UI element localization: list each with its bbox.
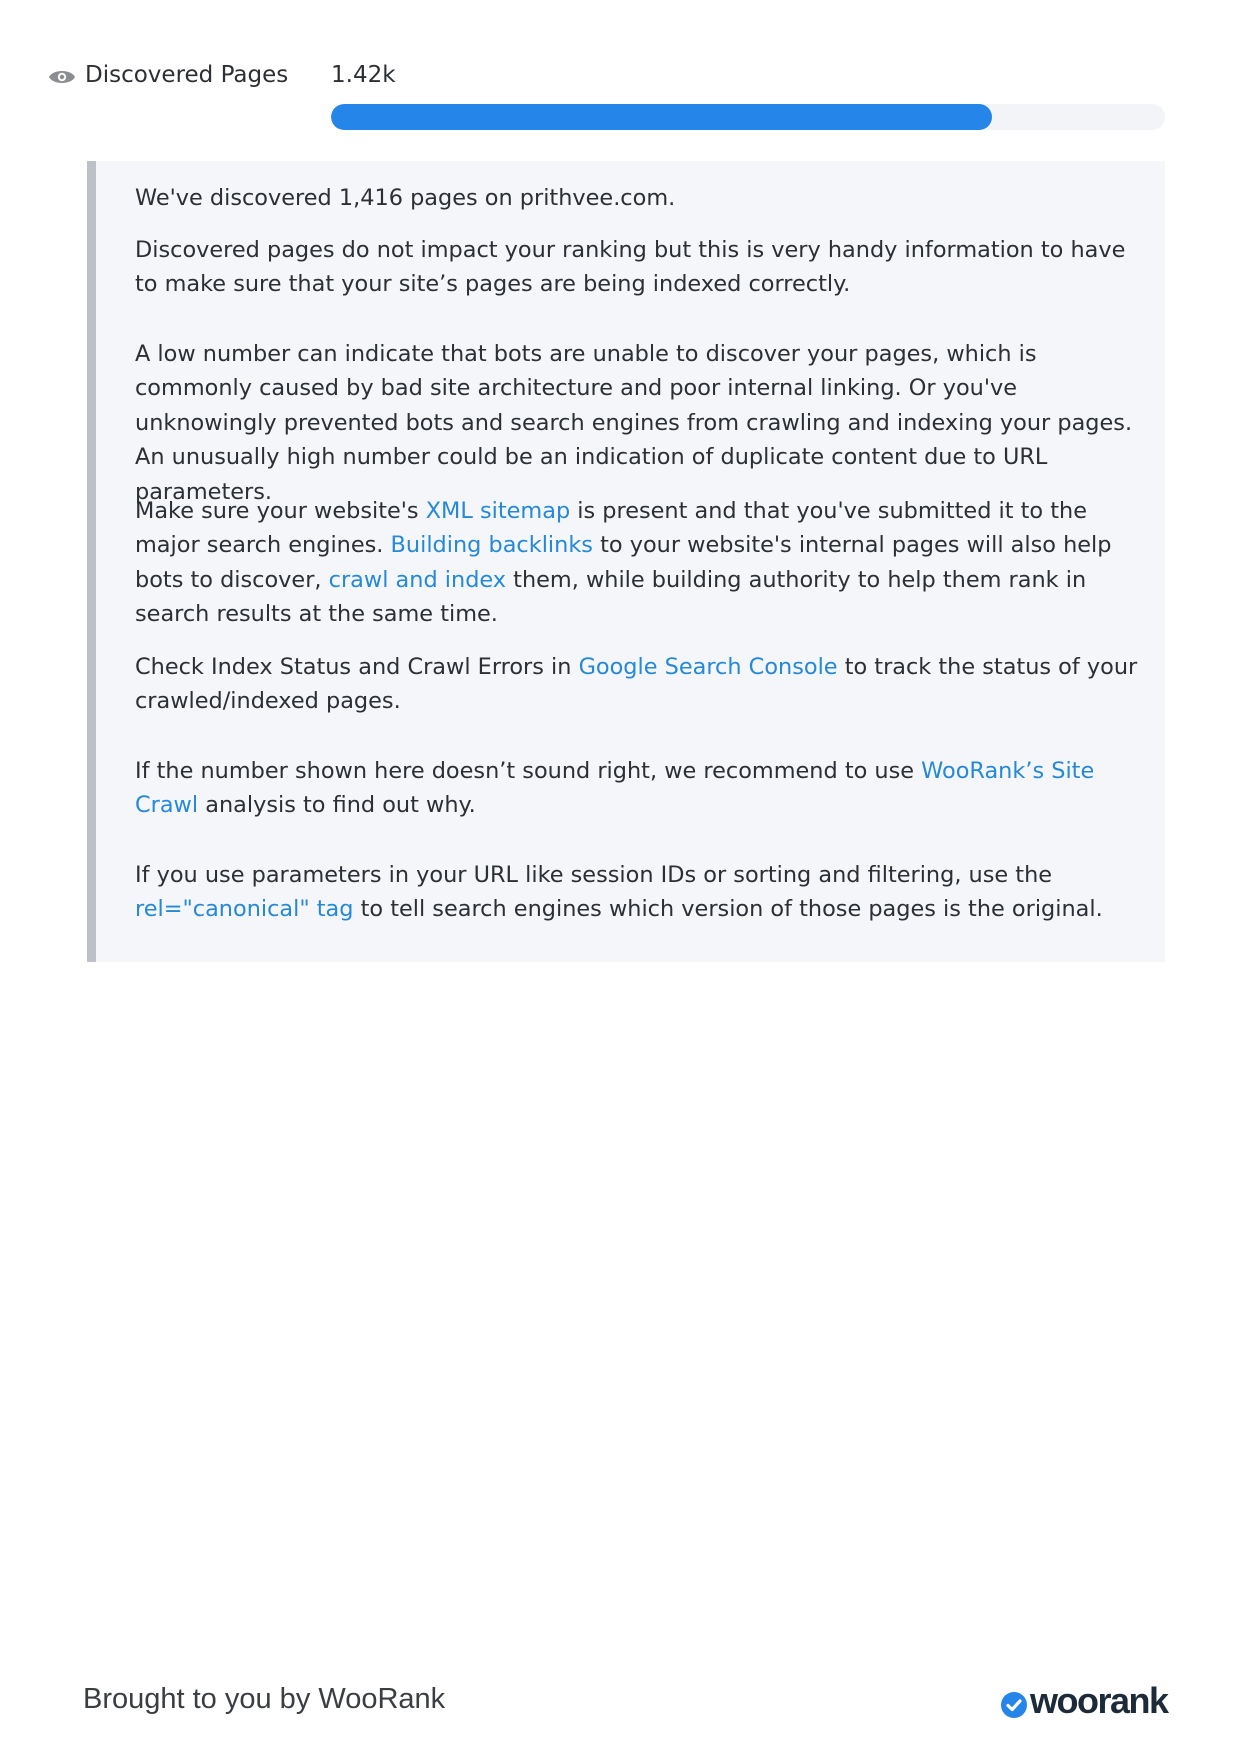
text: to tell search engines which version of those pages is the original.	[353, 896, 1103, 923]
text: If you use parameters in your URL like session IDs or sorting and filtering, use the	[135, 862, 1053, 888]
paragraph-site-crawl	[135, 754, 1145, 823]
progress-track	[331, 104, 1165, 130]
text: If the number shown here doesn’t sound right, we recommend to use	[135, 758, 922, 784]
google-search-console-link[interactable]: Google Search Console	[578, 654, 838, 680]
site-crawl-link[interactable]: WooRank’s Site Crawl	[135, 758, 1095, 819]
text: Make sure your website's	[135, 498, 426, 524]
paragraph-canonical	[135, 858, 1145, 927]
text: them, while building authority to help them rank in search results at the same time.	[135, 566, 1087, 628]
text: analysis to find out why.	[198, 792, 476, 819]
building-backlinks-link[interactable]: Building backlinks	[390, 532, 593, 559]
paragraph-search-console	[135, 650, 1145, 719]
metric-name: Discovered Pages	[85, 62, 289, 88]
text: to track the status of your crawled/indexed pages.	[135, 654, 1138, 715]
logo-wordmark: woorank	[1030, 1680, 1168, 1721]
crawl-and-index-link[interactable]: crawl and index	[328, 566, 507, 593]
woorank-logo[interactable]	[1000, 1680, 1170, 1723]
explanation-panel	[87, 161, 1165, 962]
eye-icon	[48, 66, 76, 88]
paragraph-low-number: A low number can indicate that bots are unable to discover your pages, which is commonly caused by bad site architecture and poor internal linking. Or you've unknowingly prevented bots and search engines from crawling and indexing your pages. An unusually high number could be an indication of duplicate content due to URL parameters.	[135, 341, 1133, 505]
paragraph-discovered-count: We've discovered 1,416 pages on prithvee.com.	[135, 185, 676, 211]
footer-credit: Brought to you by WooRank	[83, 1683, 446, 1715]
check-badge-icon	[1000, 1691, 1028, 1719]
canonical-tag-link[interactable]: rel="canonical" tag	[135, 896, 354, 923]
text: is present and that you've submitted it to the major search engines.	[135, 498, 1087, 559]
paragraph-sitemap	[135, 494, 1145, 632]
xml-sitemap-link[interactable]: XML sitemap	[425, 498, 571, 524]
text: Check Index Status and Crawl Errors in	[135, 654, 579, 680]
metric-row	[48, 58, 1168, 138]
text: to your website's internal pages will also help bots to discover,	[135, 532, 1112, 593]
progress-fill	[331, 104, 992, 130]
metric-value: 1.42k	[331, 62, 396, 88]
paragraph-ranking-impact: Discovered pages do not impact your ranking but this is very handy information to have to make sure that your site’s pages are being indexed correctly.	[135, 237, 1126, 298]
